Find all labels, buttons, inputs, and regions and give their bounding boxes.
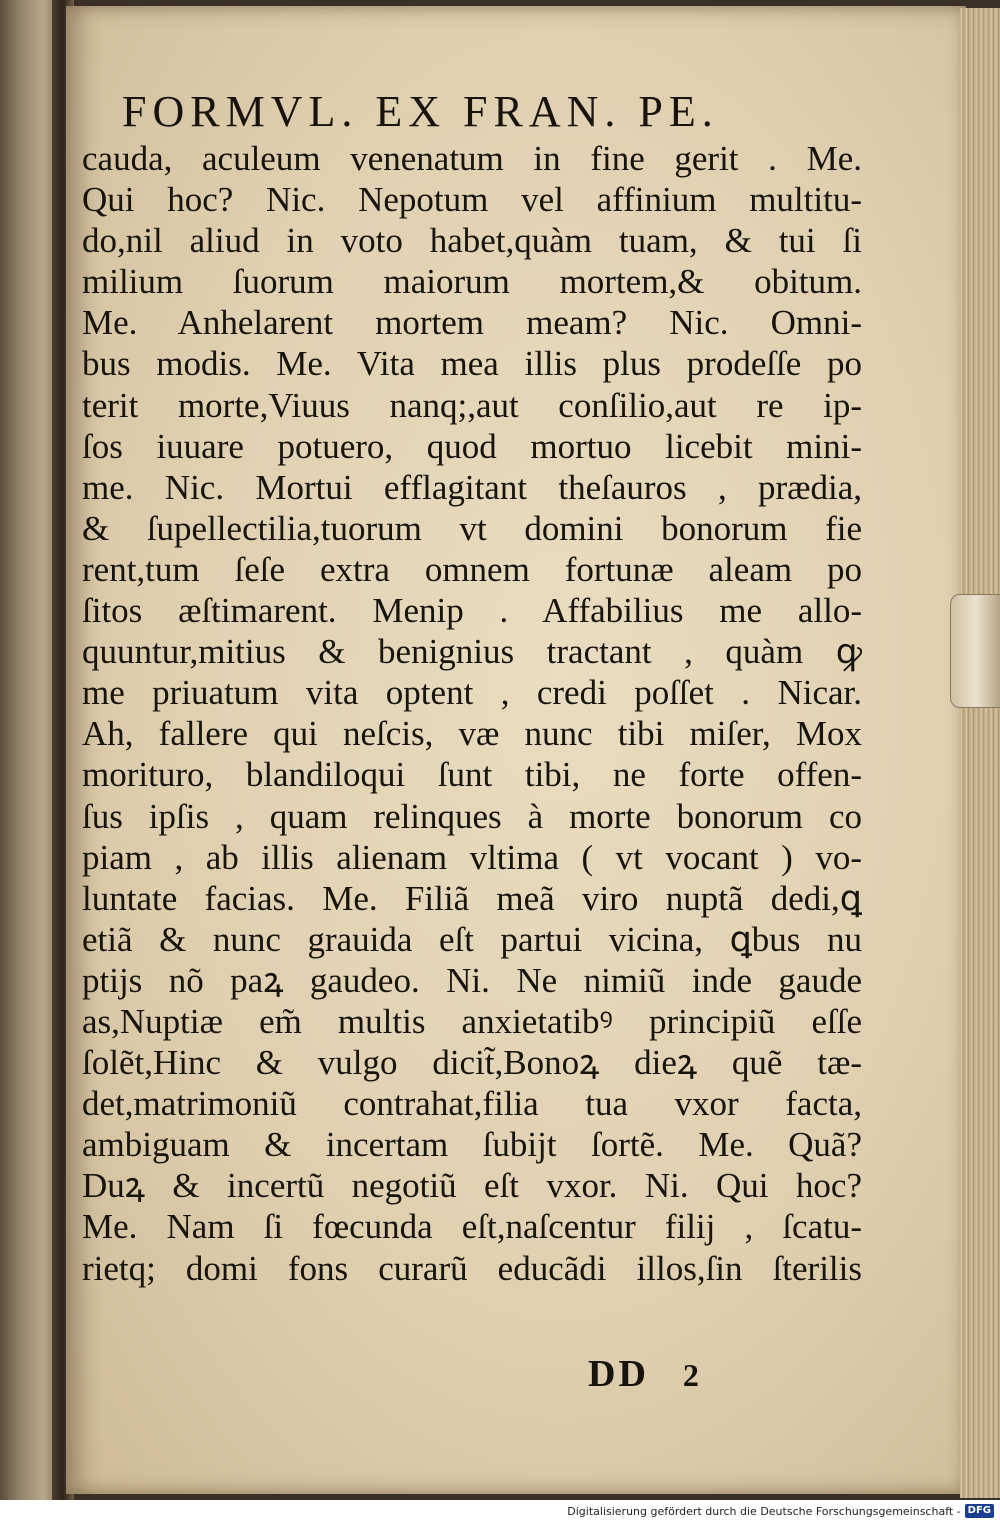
text-line: terit morte,Viuus nanq;,aut conſilio,aut re ip- — [82, 385, 862, 425]
text-line: Me. Anhelarent mortem meam? Nic. Omni- — [82, 303, 862, 343]
text-line: as,Nuptiæ em̃ multis anxietatibꝰ principiũ eſſe — [82, 1001, 862, 1041]
text-line: ſolẽt,Hinc & vulgo dicit̃,Bonoꝝ dieꝝ quẽ tæ- — [82, 1043, 862, 1083]
text-line: rent,tum ſeſe extra omnem fortunæ aleam po — [82, 549, 862, 589]
text-line: ſitos æſtimarent. Menip . Affabilius me allo- — [82, 591, 862, 631]
text-line: cauda, aculeum venenatum in fine gerit . Me. — [82, 139, 862, 178]
dfg-logo: DFG — [965, 1504, 994, 1518]
text-line: rietq; domi fons curarũ educãdi illos,ſin ſterilis — [82, 1248, 862, 1288]
text-lines — [82, 138, 862, 1289]
text-line: ſus ipſis , quam relinques à morte bonorum co — [82, 796, 862, 836]
running-head: FORMVL. EX FRAN. PE. — [122, 87, 719, 136]
text-line: Duꝝ & incertũ negotiũ eſt vxor. Ni. Qui hoc? — [82, 1166, 862, 1206]
text-line: me. Nic. Mortui efflagitant theſauros , prædia, — [82, 467, 862, 507]
clasp-icon — [950, 594, 1000, 708]
text-line: luntate facias. Me. Filiã meã viro nuptã dedi,ꝗ — [82, 878, 862, 918]
text-line: Me. Nam ſi fœcunda eſt,naſcentur filij , ſcatu- — [82, 1207, 862, 1247]
text-line: bus modis. Me. Vita mea illis plus prodeſſe po — [82, 344, 862, 384]
text-line: ambiguam & incertam ſubijt ſortẽ. Me. Quã? — [82, 1125, 862, 1165]
text-line: det,matrimoniũ contrahat,filia tua vxor facta, — [82, 1084, 862, 1124]
text-line: do,nil aliud in voto habet,quàm tuam, & tui ſi — [82, 221, 862, 261]
signature-number: 2 — [682, 1357, 702, 1393]
signature-mark — [588, 1352, 702, 1396]
text-line: quuntur,mitius & benignius tractant , quàm ꝙ — [82, 632, 862, 672]
text-line: morituro, blandiloqui ſunt tibi, ne forte offen- — [82, 755, 862, 795]
text-line: Qui hoc? Nic. Nepotum vel affinium multitu- — [82, 180, 862, 220]
text-line: piam , ab illis alienam vltima ( vt vocant ) vo- — [82, 837, 862, 877]
page-text-block — [82, 86, 862, 1289]
page-fore-edge — [960, 8, 1000, 1498]
text-line: me priuatum vita optent , credi poſſet . Nicar. — [82, 673, 862, 713]
text-line: & ſupellectilia,tuorum vt domini bonorum fie — [82, 508, 862, 548]
text-line: milium ſuorum maiorum mortem,& obitum. — [82, 262, 862, 302]
text-line: Ah, fallere qui neſcis, væ nunc tibi miſer, Mox — [82, 714, 862, 754]
credit-text: Digitalisierung gefördert durch die Deutsche Forschungsgemeinschaft - — [567, 1504, 961, 1518]
credit-bar — [0, 1500, 1000, 1521]
text-line: etiã & nunc grauida eſt partui vicina, ꝗbus nu — [82, 919, 862, 959]
text-line: ſos iuuare potuero, quod mortuo licebit mini- — [82, 426, 862, 466]
signature-letters: DD — [588, 1353, 649, 1395]
text-line: ptijs nõ paꝝ gaudeo. Ni. Ne nimiũ inde gaude — [82, 960, 862, 1000]
